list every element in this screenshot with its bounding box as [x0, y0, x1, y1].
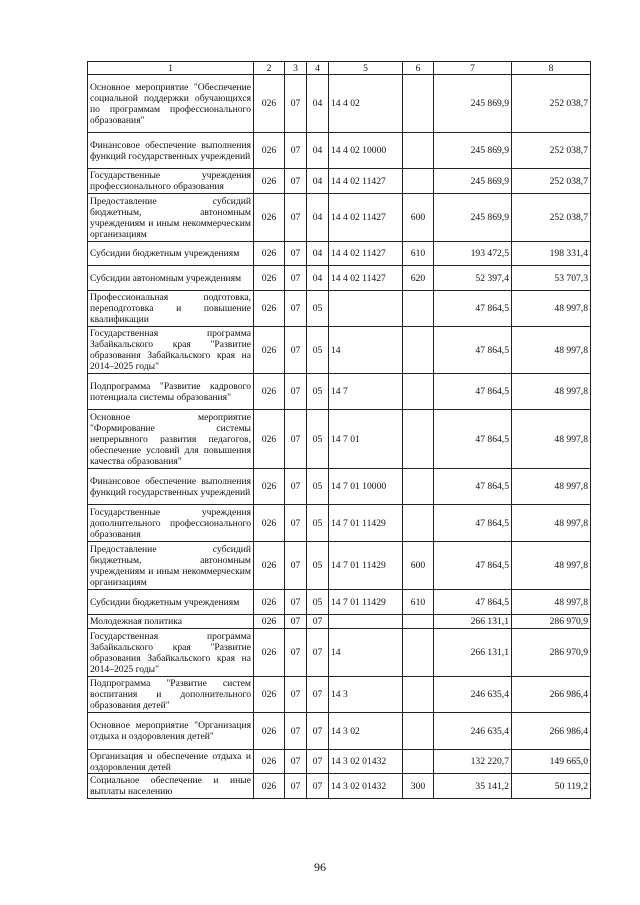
- target-article-cell: 14 4 02 10000: [329, 133, 403, 169]
- section-cell: 07: [285, 629, 307, 677]
- amount-year2-cell: 48 997,8: [512, 327, 591, 374]
- amount-year1-cell: 266 131,1: [434, 629, 512, 677]
- expense-type-cell: [403, 410, 434, 469]
- admin-code-cell: 026: [254, 750, 285, 774]
- page-number: 96: [314, 860, 326, 874]
- subsection-cell: 05: [307, 469, 329, 505]
- table-row: [88, 194, 591, 242]
- admin-code-cell: 026: [254, 327, 285, 374]
- amount-year2-cell: 252 038,7: [512, 133, 591, 169]
- section-cell: 07: [285, 266, 307, 291]
- admin-code-cell: 026: [254, 75, 285, 133]
- column-header: 1: [88, 62, 254, 75]
- subsection-cell: 04: [307, 133, 329, 169]
- amount-year2-cell: 266 986,4: [512, 713, 591, 750]
- section-cell: 07: [285, 505, 307, 542]
- subsection-cell: 07: [307, 615, 329, 629]
- subsection-cell: 05: [307, 505, 329, 542]
- amount-year1-cell: 47 864,5: [434, 291, 512, 327]
- amount-year1-cell: 245 869,9: [434, 133, 512, 169]
- amount-year2-cell: 286 970,9: [512, 615, 591, 629]
- row-name-cell: Финансовое обеспечение выполнения функций государственных учреждений: [88, 469, 254, 505]
- expense-type-cell: [403, 75, 434, 133]
- expense-type-cell: [403, 629, 434, 677]
- budget-table: [87, 61, 591, 799]
- section-cell: 07: [285, 410, 307, 469]
- target-article-cell: 14 3 02: [329, 713, 403, 750]
- column-header: 2: [254, 62, 285, 75]
- row-name-cell: Финансовое обеспечение выполнения функций государственных учреждений: [88, 133, 254, 169]
- section-cell: 07: [285, 750, 307, 774]
- expense-type-cell: [403, 469, 434, 505]
- table-row: [88, 266, 591, 291]
- amount-year1-cell: 132 220,7: [434, 750, 512, 774]
- table-row: [88, 629, 591, 677]
- table-row: [88, 505, 591, 542]
- amount-year2-cell: 252 038,7: [512, 194, 591, 242]
- admin-code-cell: 026: [254, 133, 285, 169]
- row-name-cell: Основное мероприятие "Организация отдыха и оздоровления детей": [88, 713, 254, 750]
- admin-code-cell: 026: [254, 542, 285, 590]
- admin-code-cell: 026: [254, 505, 285, 542]
- expense-type-cell: [403, 133, 434, 169]
- column-header: 8: [512, 62, 591, 75]
- header-row: [88, 62, 591, 75]
- table-body: [88, 75, 591, 799]
- subsection-cell: 07: [307, 750, 329, 774]
- admin-code-cell: 026: [254, 713, 285, 750]
- amount-year2-cell: 48 997,8: [512, 505, 591, 542]
- amount-year2-cell: 286 970,9: [512, 629, 591, 677]
- section-cell: 07: [285, 677, 307, 713]
- section-cell: 07: [285, 713, 307, 750]
- row-name-cell: Основное мероприятие "Формирование системы непрерывного развития педагогов, обеспечение условий для повышения качества образования": [88, 410, 254, 469]
- amount-year1-cell: 47 864,5: [434, 410, 512, 469]
- target-article-cell: 14 7 01: [329, 410, 403, 469]
- subsection-cell: 04: [307, 242, 329, 266]
- amount-year1-cell: 47 864,5: [434, 374, 512, 410]
- column-header: 5: [329, 62, 403, 75]
- target-article-cell: 14: [329, 629, 403, 677]
- amount-year2-cell: 198 331,4: [512, 242, 591, 266]
- subsection-cell: 04: [307, 194, 329, 242]
- subsection-cell: 05: [307, 410, 329, 469]
- section-cell: 07: [285, 75, 307, 133]
- expense-type-cell: [403, 374, 434, 410]
- section-cell: 07: [285, 542, 307, 590]
- subsection-cell: 05: [307, 542, 329, 590]
- amount-year1-cell: 47 864,5: [434, 542, 512, 590]
- subsection-cell: 05: [307, 327, 329, 374]
- amount-year2-cell: 48 997,8: [512, 291, 591, 327]
- amount-year1-cell: 245 869,9: [434, 169, 512, 194]
- section-cell: 07: [285, 615, 307, 629]
- subsection-cell: 04: [307, 75, 329, 133]
- table-row: [88, 242, 591, 266]
- row-name-cell: Подпрограмма "Развитие кадрового потенциала системы образования": [88, 374, 254, 410]
- expense-type-cell: 610: [403, 242, 434, 266]
- row-name-cell: Профессиональная подготовка, переподготовка и повышение квалификации: [88, 291, 254, 327]
- amount-year2-cell: 48 997,8: [512, 469, 591, 505]
- column-header: 7: [434, 62, 512, 75]
- section-cell: 07: [285, 242, 307, 266]
- row-name-cell: Субсидии бюджетным учреждениям: [88, 242, 254, 266]
- section-cell: 07: [285, 327, 307, 374]
- target-article-cell: 14: [329, 327, 403, 374]
- amount-year1-cell: 47 864,5: [434, 327, 512, 374]
- amount-year2-cell: 48 997,8: [512, 590, 591, 615]
- target-article-cell: 14 3 02 01432: [329, 774, 403, 799]
- amount-year1-cell: 52 397,4: [434, 266, 512, 291]
- expense-type-cell: [403, 713, 434, 750]
- expense-type-cell: 620: [403, 266, 434, 291]
- admin-code-cell: 026: [254, 590, 285, 615]
- amount-year1-cell: 246 635,4: [434, 713, 512, 750]
- expense-type-cell: [403, 505, 434, 542]
- table-row: [88, 410, 591, 469]
- amount-year1-cell: 35 141,2: [434, 774, 512, 799]
- admin-code-cell: 026: [254, 266, 285, 291]
- target-article-cell: 14 7: [329, 374, 403, 410]
- section-cell: 07: [285, 590, 307, 615]
- amount-year1-cell: 193 472,5: [434, 242, 512, 266]
- admin-code-cell: 026: [254, 469, 285, 505]
- expense-type-cell: 610: [403, 590, 434, 615]
- target-article-cell: 14 7 01 11429: [329, 505, 403, 542]
- section-cell: 07: [285, 194, 307, 242]
- table-row: [88, 133, 591, 169]
- table-row: [88, 750, 591, 774]
- row-name-cell: Субсидии бюджетным учреждениям: [88, 590, 254, 615]
- amount-year1-cell: 47 864,5: [434, 505, 512, 542]
- column-header: 4: [307, 62, 329, 75]
- amount-year1-cell: 245 869,9: [434, 75, 512, 133]
- target-article-cell: 14 4 02 11427: [329, 266, 403, 291]
- amount-year2-cell: 50 119,2: [512, 774, 591, 799]
- row-name-cell: Субсидии автономным учреждениям: [88, 266, 254, 291]
- section-cell: 07: [285, 133, 307, 169]
- subsection-cell: 05: [307, 590, 329, 615]
- section-cell: 07: [285, 169, 307, 194]
- row-name-cell: Государственные учреждения дополнительного профессионального образования: [88, 505, 254, 542]
- target-article-cell: [329, 615, 403, 629]
- section-cell: 07: [285, 291, 307, 327]
- admin-code-cell: 026: [254, 774, 285, 799]
- amount-year1-cell: 47 864,5: [434, 469, 512, 505]
- expense-type-cell: 600: [403, 194, 434, 242]
- expense-type-cell: 600: [403, 542, 434, 590]
- target-article-cell: 14 7 01 10000: [329, 469, 403, 505]
- admin-code-cell: 026: [254, 291, 285, 327]
- amount-year2-cell: 149 665,0: [512, 750, 591, 774]
- admin-code-cell: 026: [254, 677, 285, 713]
- amount-year2-cell: 252 038,7: [512, 75, 591, 133]
- expense-type-cell: [403, 677, 434, 713]
- amount-year2-cell: 48 997,8: [512, 410, 591, 469]
- amount-year1-cell: 266 131,1: [434, 615, 512, 629]
- expense-type-cell: [403, 327, 434, 374]
- amount-year2-cell: 252 038,7: [512, 169, 591, 194]
- table-row: [88, 291, 591, 327]
- section-cell: 07: [285, 374, 307, 410]
- target-article-cell: 14 4 02 11427: [329, 169, 403, 194]
- table-row: [88, 75, 591, 133]
- subsection-cell: 07: [307, 677, 329, 713]
- target-article-cell: 14 4 02 11427: [329, 242, 403, 266]
- column-header: 6: [403, 62, 434, 75]
- admin-code-cell: 026: [254, 194, 285, 242]
- row-name-cell: Организация и обеспечение отдыха и оздоровления детей: [88, 750, 254, 774]
- amount-year1-cell: 246 635,4: [434, 677, 512, 713]
- admin-code-cell: 026: [254, 169, 285, 194]
- table-row: [88, 469, 591, 505]
- amount-year2-cell: 53 707,3: [512, 266, 591, 291]
- column-header: 3: [285, 62, 307, 75]
- expense-type-cell: 300: [403, 774, 434, 799]
- row-name-cell: Государственные учреждения профессионального образования: [88, 169, 254, 194]
- amount-year1-cell: 47 864,5: [434, 590, 512, 615]
- target-article-cell: 14 3 02 01432: [329, 750, 403, 774]
- expense-type-cell: [403, 169, 434, 194]
- row-name-cell: Государственная программа Забайкальского края "Развитие образования Забайкальского края на 2014–2025 годы": [88, 629, 254, 677]
- row-name-cell: Молодежная политика: [88, 615, 254, 629]
- expense-type-cell: [403, 750, 434, 774]
- row-name-cell: Социальное обеспечение и иные выплаты населению: [88, 774, 254, 799]
- expense-type-cell: [403, 291, 434, 327]
- subsection-cell: 04: [307, 266, 329, 291]
- amount-year2-cell: 48 997,8: [512, 374, 591, 410]
- admin-code-cell: 026: [254, 242, 285, 266]
- section-cell: 07: [285, 774, 307, 799]
- table-row: [88, 169, 591, 194]
- admin-code-cell: 026: [254, 374, 285, 410]
- admin-code-cell: 026: [254, 615, 285, 629]
- row-name-cell: Государственная программа Забайкальского края "Развитие образования Забайкальского края на 2014–2025 годы": [88, 327, 254, 374]
- subsection-cell: 07: [307, 713, 329, 750]
- section-cell: 07: [285, 469, 307, 505]
- row-name-cell: Подпрограмма "Развитие систем воспитания и дополнительного образования детей": [88, 677, 254, 713]
- table-row: [88, 615, 591, 629]
- subsection-cell: 07: [307, 774, 329, 799]
- table-row: [88, 542, 591, 590]
- table-row: [88, 327, 591, 374]
- subsection-cell: 07: [307, 629, 329, 677]
- target-article-cell: 14 4 02: [329, 75, 403, 133]
- subsection-cell: 04: [307, 169, 329, 194]
- row-name-cell: Предоставление субсидий бюджетным, автономным учреждениям и иным некоммерческим организациям: [88, 194, 254, 242]
- target-article-cell: 14 3: [329, 677, 403, 713]
- amount-year1-cell: 245 869,9: [434, 194, 512, 242]
- amount-year2-cell: 266 986,4: [512, 677, 591, 713]
- target-article-cell: 14 4 02 11427: [329, 194, 403, 242]
- row-name-cell: Предоставление субсидий бюджетным, автономным учреждениям и иным некоммерческим организациям: [88, 542, 254, 590]
- expense-type-cell: [403, 615, 434, 629]
- table-row: [88, 374, 591, 410]
- table-row: [88, 774, 591, 799]
- amount-year2-cell: 48 997,8: [512, 542, 591, 590]
- target-article-cell: 14 7 01 11429: [329, 542, 403, 590]
- subsection-cell: 05: [307, 291, 329, 327]
- table-row: [88, 590, 591, 615]
- subsection-cell: 05: [307, 374, 329, 410]
- admin-code-cell: 026: [254, 629, 285, 677]
- target-article-cell: [329, 291, 403, 327]
- admin-code-cell: 026: [254, 410, 285, 469]
- table-row: [88, 713, 591, 750]
- row-name-cell: Основное мероприятие "Обеспечение социальной поддержки обучающихся по программам профессионального образования": [88, 75, 254, 133]
- target-article-cell: 14 7 01 11429: [329, 590, 403, 615]
- table-row: [88, 677, 591, 713]
